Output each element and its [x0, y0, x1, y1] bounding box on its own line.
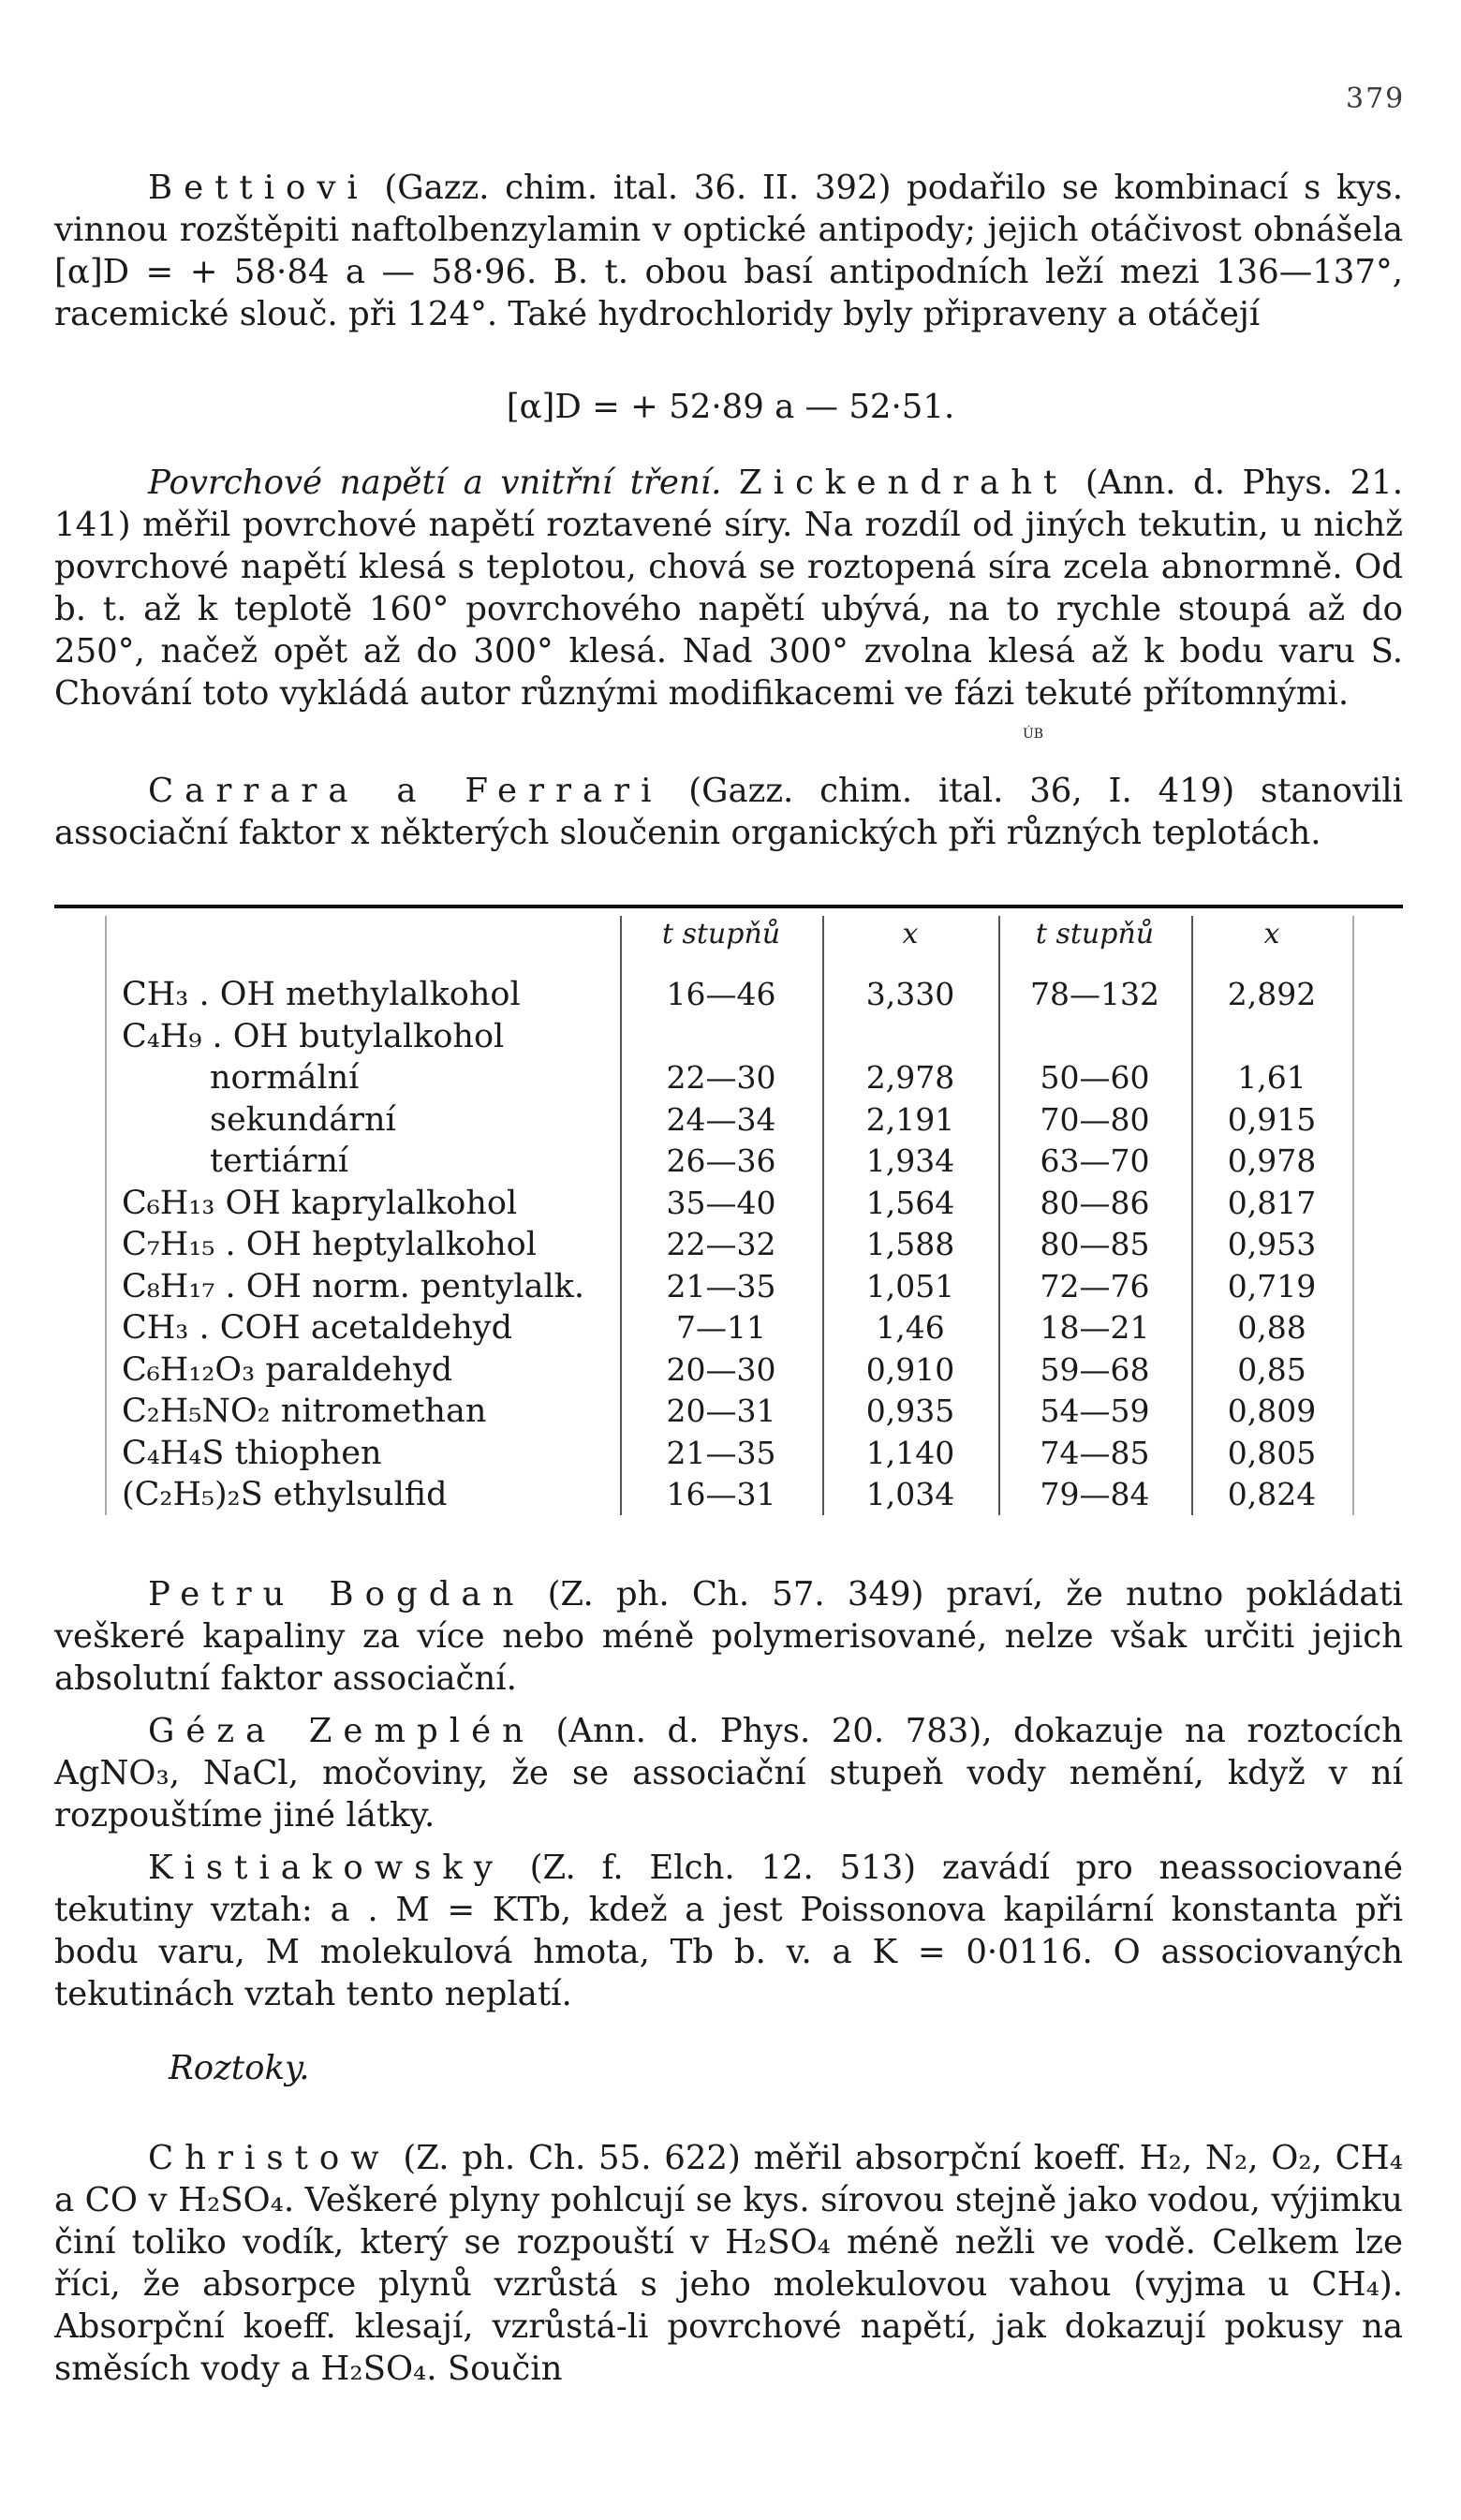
library-stamp: ÚB — [1023, 727, 1044, 742]
table-cell: 0,85 — [1237, 1350, 1306, 1388]
table-cell: 0,915 — [1227, 1100, 1317, 1138]
compound-name: C₇H₁₅ . OH heptylalkohol — [122, 1226, 537, 1263]
table-cell: 1,140 — [865, 1434, 955, 1471]
column-header: t stupňů — [1035, 918, 1155, 951]
section-heading-inline: Povrchové napětí a vnitřní tření. — [148, 464, 722, 502]
table-cell: 1,61 — [1237, 1059, 1306, 1096]
table-top-rule — [54, 905, 1403, 908]
paragraph-text: (Gazz. chim. ital. 36, I. 419) stanovili associační faktor x některých sloučenin organických při různých teplotách. — [54, 772, 1403, 852]
column-header: x — [902, 918, 919, 951]
author-name: Kistiakowsky — [148, 1849, 504, 1887]
table-cell: 0,910 — [865, 1350, 955, 1388]
author-name: Géza Zemplén — [148, 1712, 535, 1750]
page-number: 379 — [1346, 82, 1406, 115]
table-cell: 20—31 — [666, 1393, 776, 1429]
table-cell: 24—34 — [666, 1100, 776, 1138]
table-cell: 0,809 — [1227, 1393, 1317, 1429]
table-cell: 1,034 — [865, 1476, 955, 1512]
table-cell: 78—132 — [1030, 976, 1159, 1012]
compound-name: C₆H₁₂O₃ paraldehyd — [122, 1350, 453, 1389]
table-cell: 0,978 — [1227, 1142, 1317, 1179]
paragraph-bettiovi — [54, 167, 1403, 335]
compound-name: C₈H₁₇ . OH norm. pentylalk. — [122, 1267, 584, 1305]
compound-name: CH₃ . OH methylalkohol — [122, 976, 521, 1013]
table-cell: 0,824 — [1227, 1476, 1317, 1512]
table-cell: 1,051 — [865, 1267, 955, 1304]
author-name: Carrara a Ferrari — [148, 772, 663, 810]
table-divider — [1352, 916, 1354, 1515]
paragraph-text: (Ann. d. Phys. 20. 783), dokazuje na roztocích AgNO₃, NaCl, močoviny, že se associační stupeň vody nemění, když v ní rozpouštíme jiné látky. — [54, 1712, 1403, 1835]
table-cell: 1,46 — [876, 1309, 945, 1346]
compound-name: C₆H₁₃ OH kaprylalkohol — [122, 1184, 518, 1222]
paragraph-text: (Ann. d. Phys. 21. 141) měřil povrchové napětí roztavené síry. Na rozdíl od jiných tekutin, u nichž povrchové napětí klesá s teplotou, chová se roztopená síra zcela abnormně. Od b. t. až k teplotě 160° povrchového napětí ubývá, na to rychle stoupá až do 250°, načež opět až do 300° klesá. Nad 300° zvolna klesá až k bodu varu S. Chování toto vykládá autor různými modifikacemi ve fázi tekuté přítomnými. — [54, 464, 1403, 713]
paragraph-kistiakowsky — [54, 1847, 1403, 2015]
column-header: t stupňů — [661, 918, 781, 951]
compound-name: normální — [210, 1059, 360, 1097]
formula-rotation: [α]D = + 52·89 a — 52·51. — [506, 388, 955, 426]
table-cell: 80—85 — [1040, 1226, 1150, 1262]
paragraph-text: (Z. f. Elch. 12. 513) zavádí pro neassociované tekutiny vztah: a . M = KTb, kdež a jest Poissonova kapilární konstanta při bodu varu, M molekulová hmota, Tb b. v. a K = 0·0116. O associovaných tekutinách vztah tento neplatí. — [54, 1849, 1403, 2013]
table-cell: 74—85 — [1040, 1434, 1150, 1471]
compound-name: sekundární — [210, 1100, 396, 1139]
table-cell: 0,953 — [1227, 1226, 1317, 1262]
table-cell: 70—80 — [1040, 1100, 1150, 1138]
compound-name: (C₂H₅)₂S ethylsulfid — [122, 1476, 448, 1513]
table-cell: 16—46 — [666, 976, 776, 1012]
compound-name: C₄H₉ . OH butylalkohol — [122, 1017, 505, 1055]
table-cell: 22—30 — [666, 1059, 776, 1096]
table-cell: 72—76 — [1040, 1267, 1150, 1304]
compound-name: C₄H₄S thiophen — [122, 1434, 382, 1472]
table-cell: 50—60 — [1040, 1059, 1150, 1096]
table-cell: 59—68 — [1040, 1350, 1150, 1388]
column-header: x — [1263, 918, 1280, 951]
table-cell: 0,719 — [1227, 1267, 1317, 1304]
author-name: Christow — [148, 2139, 391, 2177]
table-cell: 0,88 — [1237, 1309, 1306, 1346]
table-cell: 54—59 — [1040, 1393, 1150, 1429]
compound-name: CH₃ . COH acetaldehyd — [122, 1309, 512, 1347]
table-cell: 63—70 — [1040, 1142, 1150, 1179]
table-divider — [105, 916, 107, 1515]
table-cell: 1,564 — [865, 1184, 955, 1221]
table-cell: 26—36 — [666, 1142, 776, 1179]
table-cell: 2,892 — [1227, 976, 1317, 1012]
paragraph-zickendraht — [54, 462, 1403, 715]
table-cell: 79—84 — [1040, 1476, 1150, 1512]
table-cell: 16—31 — [666, 1476, 776, 1512]
compound-name: C₂H₅NO₂ nitromethan — [122, 1393, 487, 1430]
table-cell: 7—11 — [676, 1309, 766, 1346]
paragraph-bogdan — [54, 1573, 1403, 1700]
author-name: Petru Bogdan — [148, 1575, 525, 1614]
paragraph-carrara — [54, 770, 1403, 854]
table-cell: 18—21 — [1040, 1309, 1150, 1346]
table-cell: 21—35 — [666, 1434, 776, 1471]
table-cell: 0,805 — [1227, 1434, 1317, 1471]
table-cell: 0,935 — [865, 1393, 955, 1429]
table-cell: 2,978 — [865, 1059, 955, 1096]
table-cell: 0,817 — [1227, 1184, 1317, 1221]
table-cell: 80—86 — [1040, 1184, 1150, 1221]
paragraph-text: (Gazz. chim. ital. 36. II. 392) podařilo se kombinací s kys. vinnou rozštěpiti naftolbenzylamin v optické antipody; jejich otáčivost obnášela [α]D = + 58·84 a — 58·96. B. t. obou basí antipodních leží mezi 136—137°, racemické slouč. při 124°. Také hydrochloridy byly připraveny a otáčejí — [54, 169, 1403, 333]
table-cell: 1,934 — [865, 1142, 955, 1179]
paragraph-text: (Z. ph. Ch. 55. 622) měřil absorpční koeff. H₂, N₂, O₂, CH₄ a CO v H₂SO₄. Veškeré plyny pohlcují se kys. sírovou stejně jako vodou, výjimku činí toliko vodík, který se rozpouští v H₂SO₄ méně nežli ve vodě. Celkem lze říci, že absorpce plynů vzrůstá s jeho molekulovou vahou (vyjma u CH₄). Absorpční koeff. klesají, vzrůstá-li povrchové napětí, jak dokazují pokusy na směsích vody a H₂SO₄. Součin — [54, 2139, 1403, 2388]
table-cell: 2,191 — [865, 1100, 955, 1138]
table-cell: 3,330 — [865, 976, 955, 1012]
table-cell: 20—30 — [666, 1350, 776, 1388]
section-title: Roztoky. — [169, 2049, 310, 2087]
author-name: Zickendraht — [739, 464, 1069, 502]
author-name: Bettiovi — [148, 169, 369, 207]
paragraph-christow — [54, 2137, 1403, 2390]
table-cell: 22—32 — [666, 1226, 776, 1262]
compound-name: tertiární — [210, 1142, 349, 1180]
table-cell: 21—35 — [666, 1267, 776, 1304]
table-cell: 35—40 — [666, 1184, 776, 1221]
paragraph-text: (Z. ph. Ch. 57. 349) praví, že nutno pokládati veškeré kapaliny za více nebo méně polymerisované, nelze však určiti jejich absolutní faktor associační. — [54, 1575, 1403, 1698]
paragraph-zemplen — [54, 1710, 1403, 1836]
table-cell: 1,588 — [865, 1226, 955, 1262]
